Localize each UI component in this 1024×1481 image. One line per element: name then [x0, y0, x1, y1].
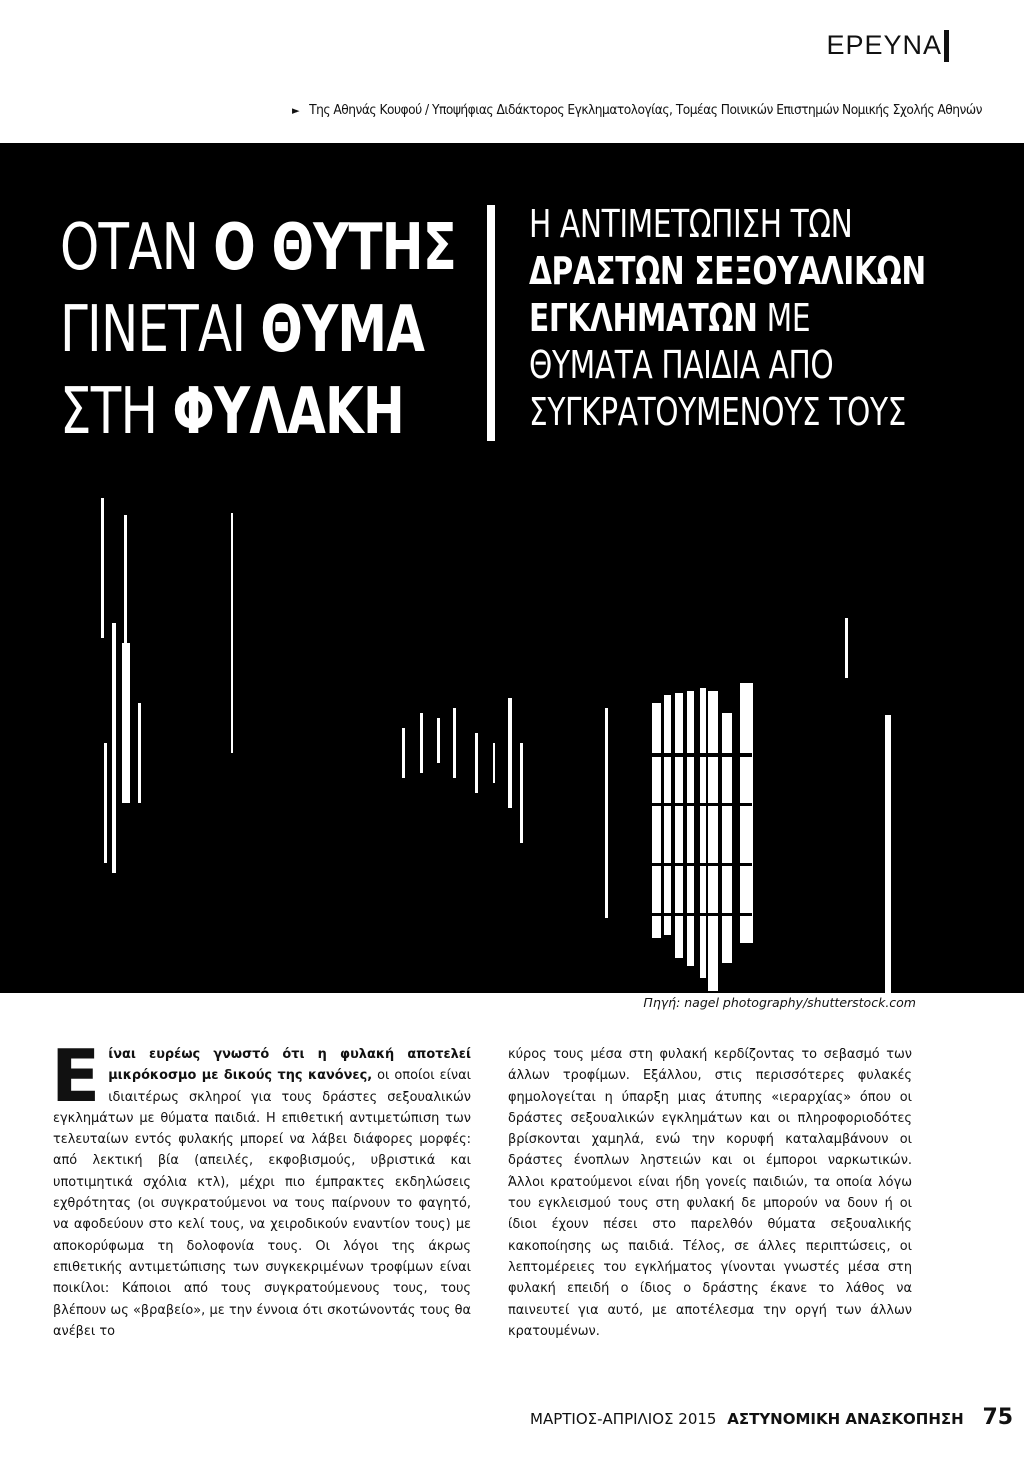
magazine-name: ΑΣΤΥΝΟΜΙΚΗ ΑΝΑΣΚΟΠΗΣΗ — [727, 1410, 964, 1428]
title-line1-bold: Ο ΘΥΤΗΣ — [213, 211, 457, 285]
author-byline — [292, 102, 982, 118]
byline-text: Της Αθηνάς Κουφού / Υποψήφιας Διδάκτορος Εγκληματολογίας, Τομέας Ποινικών Επιστημών Νομικής Σχολής Αθηνών — [309, 102, 982, 118]
page-number: 75 — [982, 1405, 1014, 1430]
subtitle-line3-thin: ΜΕ — [766, 296, 811, 340]
drop-cap: Ε — [51, 1034, 101, 1118]
title-line2-bold: ΘΥΜΑ — [260, 293, 425, 367]
title-divider — [487, 205, 495, 441]
section-label: ΕΡΕΥΝΑ — [826, 30, 942, 60]
body-column-right: κύρος τους μέσα στη φυλακή κερδίζοντας το σεβασμό των άλλων τροφίμων. Εξάλλου, στις περισσότερες φυλακές φημολογείται η ύπαρξη μιας άτυπης «ιεραρχίας» όπου οι δράστες σεξουαλικών εγκλημάτων και οι πληροφοριοδότες βρίσκονται χαμηλά, ενώ την κορυφή καταλαμβάνουν οι δράστες ένοπλων ληστειών και οι έμποροι ναρκωτικών. Άλλοι κρατούμενοι είναι ήδη γονείς παιδιών, τα οποία λόγω του εγκλεισμού τους στη φυλακή δε μπορούν να δουν ή οι ίδιοι έχουν πέσει στο παρελθόν θύματα σεξουαλικής κακοποίησης ως παιδιά. Τέλος, σε άλλες περιπτώσεις, οι λεπτομέρειες του εγκλήματος γίνονται γνωστές μέσα στη φυλακή επειδή ο ίδιος ο δράστης έκανε το λάθος να παινευτεί για αυτό, με αποτέλεσμα την οργή των άλλων κρατουμένων. — [508, 1047, 912, 1339]
play-arrow-icon: ► — [292, 104, 300, 117]
article-subtitle — [529, 201, 1024, 436]
photo-caption: Πηγή: nagel photography/shutterstock.com — [643, 995, 916, 1010]
subtitle-line4: ΘΥΜΑΤΑ ΠΑΙΔΙΑ ΑΠΟ — [529, 343, 834, 387]
hero-photo — [0, 143, 1024, 1010]
section-divider — [944, 30, 949, 62]
body-column-left — [51, 1034, 471, 1342]
title-line3-bold: ΦΥΛΑΚΗ — [172, 375, 404, 449]
subtitle-line5: ΣΥΓΚΡΑΤΟΥΜΕΝΟΥΣ ΤΟΥΣ — [529, 390, 907, 434]
subtitle-line2: ΔΡΑΣΤΩΝ ΣΕΞΟΥΑΛΙΚΩΝ — [529, 249, 926, 293]
issue-date: ΜΑΡΤΙΟΣ-ΑΠΡΙΛΙΟΣ 2015 — [530, 1410, 717, 1428]
lead-text: ίναι ευρέως γνωστό ότι η φυλακή αποτελεί μικρόκοσμο με δικούς της κανόνες, — [108, 1047, 471, 1084]
title-line3-thin: ΣΤΗ — [60, 375, 158, 449]
page-footer — [530, 1405, 1013, 1430]
title-line2-thin: ΓΙΝΕΤΑΙ — [60, 293, 246, 367]
subtitle-line1: Η ΑΝΤΙΜΕΤΩΠΙΣΗ ΤΩΝ — [529, 202, 853, 246]
subtitle-line3-bold: ΕΓΚΛΗΜΑΤΩΝ — [529, 296, 758, 340]
body-text-left: οι οποίοι είναι ιδιαιτέρως σκληροί για τους δράστες σεξουαλικών εγκλημάτων με θύματα παιδιά. Η επιθετική αντιμετώπιση των τελευταίων εντός φυλακής μπορεί να λάβει διάφορες μορφές: από λεκτική βία (απειλές, εκφοβισμούς, υβριστικά και υποτιμητικά σχόλια κτλ), μέχρι πιο έμπρακτες εκδηλώσεις εχθρότητας (οι συγκρατούμενοι να τους παίρνουν το φαγητό, να αφοδεύουν στο κελί τους, να χειροδικούν εναντίον τους) με αποκορύφωμα τη δολοφονία τους. Οι λόγοι της άκρως επιθετικής αντιμετώπισης των συγκεκριμένων τροφίμων είναι ποικίλοι: Κάποιοι από τους συγκρατούμενους τους, τους βλέπουν ως «βραβείο», με την έννοια ότι σκοτώνοντάς τους θα ανέβει το — [53, 1068, 471, 1339]
title-line1-thin: ΟΤΑΝ — [60, 211, 199, 285]
